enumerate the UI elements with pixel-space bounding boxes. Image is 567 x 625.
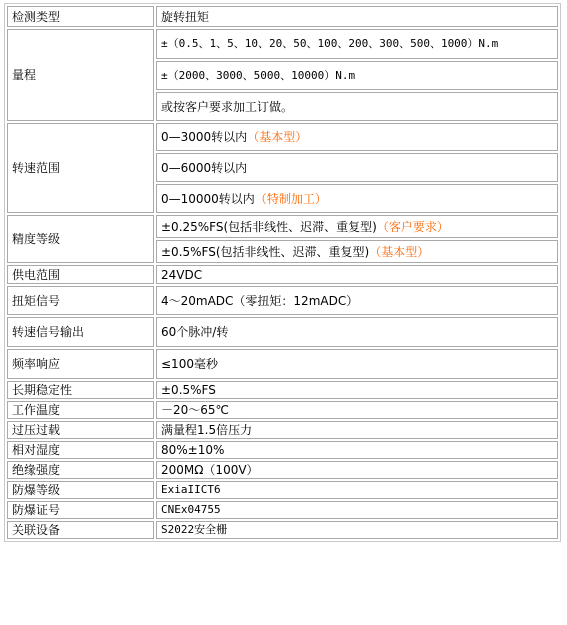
value-text: 满量程1.5倍压力 [161,423,253,437]
row-label: 转速信号输出 [7,317,154,347]
table-row [7,29,558,59]
value-text: ±0.5%FS [161,383,216,397]
row-label: 工作温度 [7,401,154,419]
value-note: （基本型） [369,244,430,259]
row-value [156,401,558,419]
value-note: （基本型） [247,130,308,144]
value-text: ≤100毫秒 [161,357,218,371]
row-value [156,92,558,121]
table-row [7,461,558,479]
row-label: 防爆证号 [7,501,154,519]
spec-table [4,3,561,542]
value-note: （特制加工） [254,191,327,206]
table-row [7,349,558,379]
table-row [7,215,558,238]
value-text: ±0.5%FS(包括非线性、迟滞、重复型) [161,244,370,259]
table-row [7,421,558,439]
row-value [156,240,558,263]
table-row [7,123,558,151]
value-text: ±（2000、3000、5000、10000）N.m [161,68,356,82]
row-label: 扭矩信号 [7,286,154,315]
value-text: 4～20mADC（零扭矩：12mADC） [161,293,359,308]
row-label: 供电范围 [7,265,154,284]
row-label: 关联设备 [7,521,154,539]
row-label: 防爆等级 [7,481,154,499]
row-value [156,61,558,90]
row-label: 过压过载 [7,421,154,439]
row-value [156,501,558,519]
table-row [7,441,558,459]
value-text: 旋转扭矩 [161,9,210,24]
row-label: 相对湿度 [7,441,154,459]
value-text: 0—10000转以内 [161,191,255,206]
value-text: 80%±10% [161,443,225,457]
row-label: 绝缘强度 [7,461,154,479]
value-text: 60个脉冲/转 [161,325,229,339]
value-text: 0—3000转以内 [161,130,248,144]
row-value [156,184,558,213]
table-row [7,501,558,519]
value-text: 或按客户要求加工订做。 [161,99,294,114]
row-value [156,441,558,459]
table-row [7,521,558,539]
value-text: 24VDC [161,267,203,282]
row-value [156,286,558,315]
row-label: 转速范围 [7,123,154,213]
row-label: 长期稳定性 [7,381,154,399]
table-row [7,381,558,399]
table-row [7,286,558,315]
row-value [156,6,558,27]
value-text: ExiaIICT6 [161,483,221,496]
row-value [156,317,558,347]
table-row [7,481,558,499]
table-row [7,401,558,419]
value-text: －20～65℃ [161,403,230,417]
row-value [156,29,558,59]
value-text: S2022安全栅 [161,523,228,536]
value-text: ±（0.5、1、5、10、20、50、100、200、300、500、1000）N.m [161,37,499,50]
row-value [156,153,558,182]
row-value [156,481,558,499]
row-label: 量程 [7,29,154,121]
row-label: 频率响应 [7,349,154,379]
row-value [156,349,558,379]
row-label: 精度等级 [7,215,154,263]
row-value [156,215,558,238]
row-label: 检测类型 [7,6,154,27]
row-value [156,381,558,399]
table-row [7,6,558,27]
row-value [156,421,558,439]
value-text: 0—6000转以内 [161,160,248,175]
row-value [156,123,558,151]
value-text: 200MΩ（100V） [161,463,259,477]
table-row [7,265,558,284]
value-text: CNEx04755 [161,503,221,516]
row-value [156,521,558,539]
value-text: ±0.25%FS(包括非线性、迟滞、重复型) [161,219,377,234]
table-row [7,317,558,347]
row-value [156,461,558,479]
value-note: （客户要求） [376,219,449,234]
row-value [156,265,558,284]
